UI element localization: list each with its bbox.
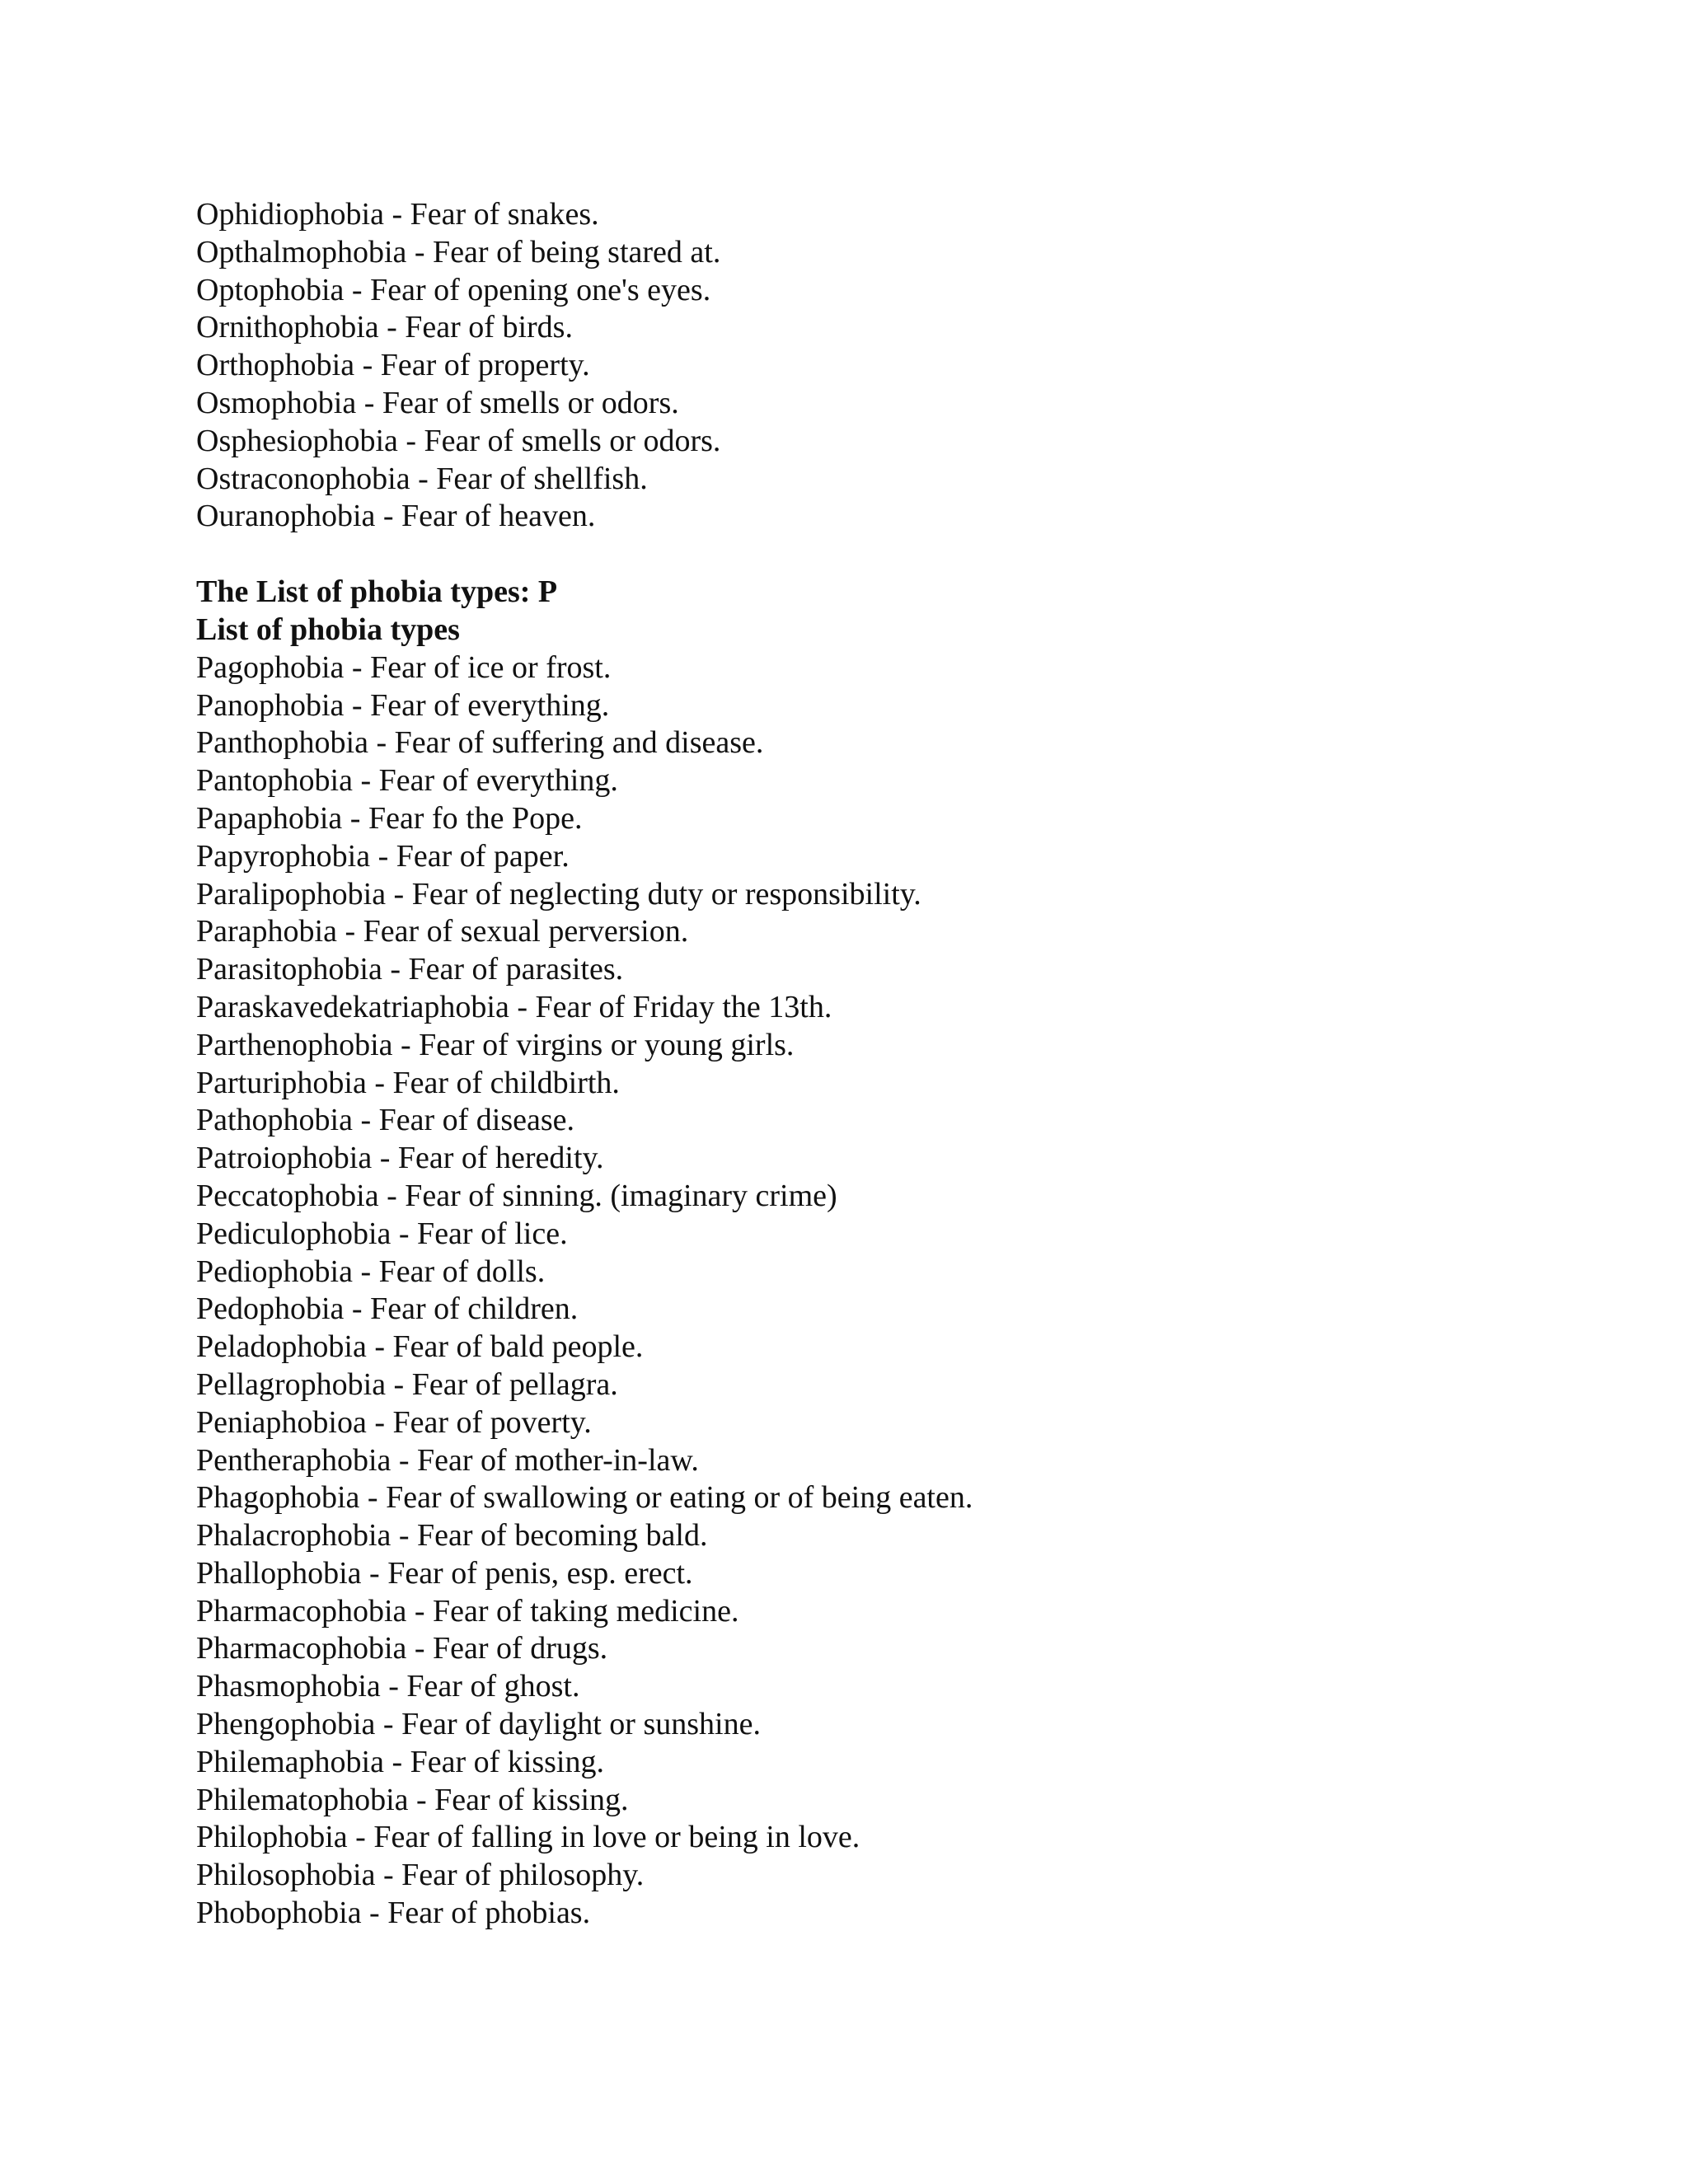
list-item: Pathophobia - Fear of disease. — [196, 1103, 575, 1138]
list-item: Osphesiophobia - Fear of smells or odors. — [196, 423, 721, 458]
list-item: Peniaphobioa - Fear of poverty. — [196, 1404, 592, 1440]
list-item: Phagophobia - Fear of swallowing or eating or of being eaten. — [196, 1480, 973, 1516]
list-item: Philosophobia - Fear of philosophy. — [196, 1858, 645, 1893]
list-item: Pediophobia - Fear of dolls. — [196, 1254, 546, 1289]
list-item: Pentheraphobia - Fear of mother-in-law. — [196, 1442, 699, 1478]
list-item: Phallophobia - Fear of penis, esp. erect. — [196, 1555, 693, 1591]
list-item: Phalacrophobia - Fear of becoming bald. — [196, 1518, 708, 1554]
list-item: Philophobia - Fear of falling in love or being in love. — [196, 1820, 860, 1855]
section-spacer — [196, 536, 1597, 574]
list-item: Philematophobia - Fear of kissing. — [196, 1782, 629, 1817]
list-item: Pharmacophobia - Fear of drugs. — [196, 1631, 608, 1666]
list-item: Pellagrophobia - Fear of pellagra. — [196, 1366, 618, 1402]
list-item: Ostraconophobia - Fear of shellfish. — [196, 461, 648, 496]
document-body — [196, 196, 1597, 1933]
list-item: Orthophobia - Fear of property. — [196, 348, 590, 383]
list-item: Parthenophobia - Fear of virgins or young girls. — [196, 1027, 795, 1062]
list-item: Phobophobia - Fear of phobias. — [196, 1896, 591, 1931]
list-item: Paralipophobia - Fear of neglecting duty or responsibility. — [196, 876, 921, 912]
list-item: Ophidiophobia - Fear of snakes. — [196, 197, 599, 232]
list-item: Peladophobia - Fear of bald people. — [196, 1329, 644, 1365]
list-item: Optophobia - Fear of opening one's eyes. — [196, 272, 711, 307]
list-item: Phasmophobia - Fear of ghost. — [196, 1669, 580, 1704]
section-p-list — [196, 649, 1597, 1933]
list-item: Pharmacophobia - Fear of taking medicine. — [196, 1593, 739, 1629]
section-subheading: List of phobia types — [196, 612, 460, 647]
list-item: Ouranophobia - Fear of heaven. — [196, 499, 596, 534]
list-item: Papaphobia - Fear fo the Pope. — [196, 800, 583, 836]
list-item: Panophobia - Fear of everything. — [196, 687, 610, 723]
list-item: Paraskavedekatriaphobia - Fear of Friday the 13th. — [196, 989, 832, 1024]
list-item: Patroiophobia - Fear of heredity. — [196, 1141, 604, 1176]
list-item: Parturiphobia - Fear of childbirth. — [196, 1065, 620, 1100]
list-item: Panthophobia - Fear of suffering and disease. — [196, 725, 764, 761]
list-item: Philemaphobia - Fear of kissing. — [196, 1744, 604, 1779]
list-item: Ornithophobia - Fear of birds. — [196, 310, 573, 345]
list-item: Osmophobia - Fear of smells or odors. — [196, 385, 679, 420]
list-item: Pagophobia - Fear of ice or frost. — [196, 649, 612, 685]
list-item: Pediculophobia - Fear of lice. — [196, 1216, 568, 1251]
list-item: Pantophobia - Fear of everything. — [196, 763, 618, 799]
section-heading: The List of phobia types: P — [196, 574, 558, 610]
list-item: Papyrophobia - Fear of paper. — [196, 838, 570, 874]
list-item: Phengophobia - Fear of daylight or sunshine. — [196, 1707, 761, 1742]
list-item: Pedophobia - Fear of children. — [196, 1291, 579, 1327]
list-item: Opthalmophobia - Fear of being stared at. — [196, 234, 721, 269]
list-item: Paraphobia - Fear of sexual perversion. — [196, 914, 689, 949]
list-item: Peccatophobia - Fear of sinning. (imaginary crime) — [196, 1178, 837, 1213]
section-o-list — [196, 196, 1597, 536]
list-item: Parasitophobia - Fear of parasites. — [196, 952, 624, 987]
